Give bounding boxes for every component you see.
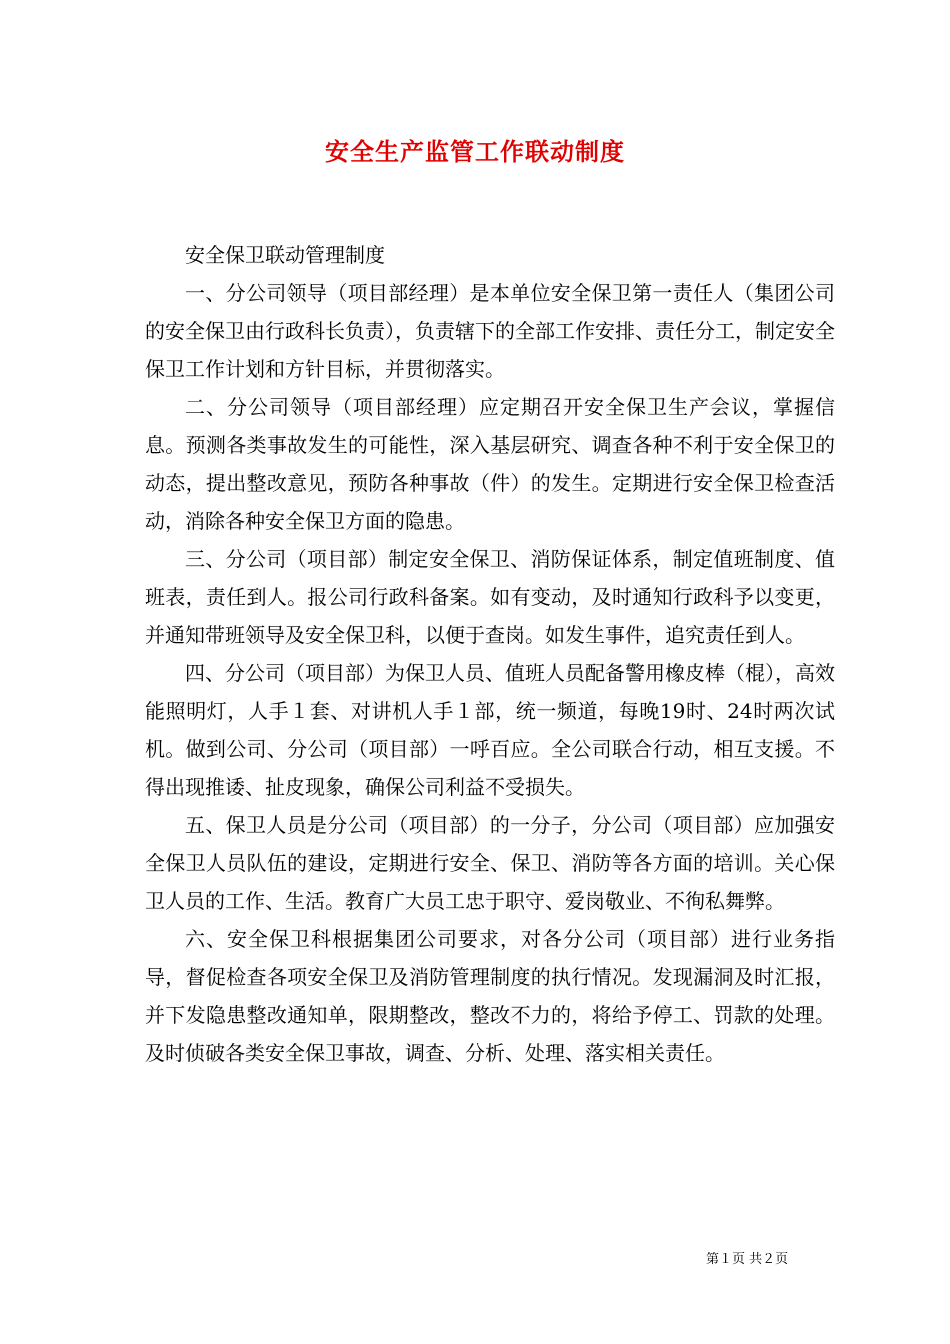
paragraph-2: 二、分公司领导（项目部经理）应定期召开安全保卫生产会议，掌握信息。预测各类事故发生的可能性，深入基层研究、调查各种不利于安全保卫的动态，提出整改意见，预防各种事故（件）的发生。定期进行安全保卫检查活动，消除各种安全保卫方面的隐患。 <box>145 395 835 533</box>
paragraph-1: 一、分公司领导（项目部经理）是本单位安全保卫第一责任人（集团公司的安全保卫由行政科长负责），负责辖下的全部工作安排、责任分工，制定安全保卫工作计划和方针目标，并贯彻落实。 <box>145 281 835 381</box>
document-body <box>145 236 835 1072</box>
paragraph-3: 三、分公司（项目部）制定安全保卫、消防保证体系，制定值班制度、值班表，责任到人。报公司行政科备案。如有变动，及时通知行政科予以变更，并通知带班领导及安全保卫科，以便于查岗。如发生事件，追究责任到人。 <box>145 547 835 647</box>
paragraph-6: 六、安全保卫科根据集团公司要求，对各分公司（项目部）进行业务指导，督促检查各项安全保卫及消防管理制度的执行情况。发现漏洞及时汇报，并下发隐患整改通知单，限期整改，整改不力的，将给予停工、罚款的处理。及时侦破各类安全保卫事故，调查、分析、处理、落实相关责任。 <box>145 927 835 1065</box>
paragraph-5: 五、保卫人员是分公司（项目部）的一分子，分公司（项目部）应加强安全保卫人员队伍的建设，定期进行安全、保卫、消防等各方面的培训。关心保卫人员的工作、生活。教育广大员工忠于职守、爱岗敬业、不徇私舞弊。 <box>145 813 835 913</box>
section-heading: 安全保卫联动管理制度 <box>185 243 385 267</box>
page-number: 第１页 共２页 <box>706 1252 789 1267</box>
paragraph-4: 四、分公司（项目部）为保卫人员、值班人员配备警用橡皮棒（棍），高效能照明灯，人手１套、对讲机人手１部，统一频道，每晚19时、24时两次试机。做到公司、分公司（项目部）一呼百应。全公司联合行动，相互支援。不得出现推诿、扯皮现象，确保公司利益不受损失。 <box>145 661 835 799</box>
document-title: 安全生产监管工作联动制度 <box>325 137 625 166</box>
